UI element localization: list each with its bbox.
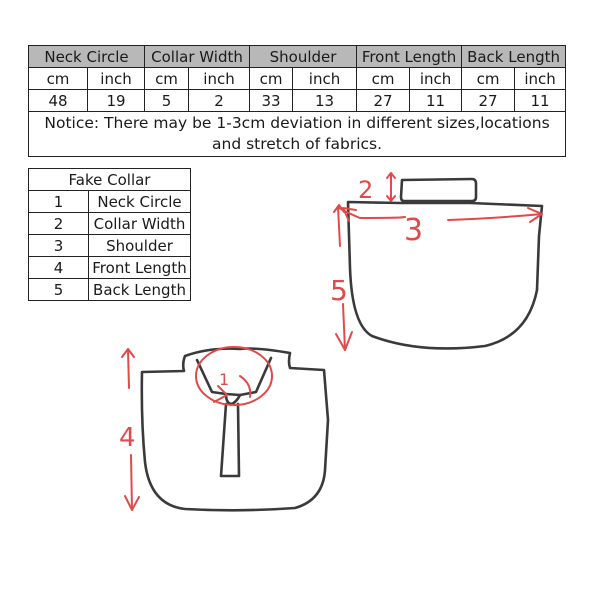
legend-number: 2	[29, 213, 89, 235]
neck-circle-marker	[196, 347, 272, 405]
legend-label: Neck Circle	[89, 191, 191, 213]
value-cell: 33	[250, 90, 293, 112]
unit-cell: inch	[189, 68, 250, 90]
back-collar-sketch	[348, 179, 542, 348]
unit-cell: cm	[357, 68, 410, 90]
unit-cell: inch	[293, 68, 357, 90]
front-collar-sketch	[142, 349, 328, 511]
legend-number: 4	[29, 257, 89, 279]
value-cell: 11	[410, 90, 462, 112]
value-cell: 48	[29, 90, 88, 112]
value-cell: 5	[145, 90, 189, 112]
unit-cell: inch	[88, 68, 145, 90]
collar-width-marker	[358, 173, 395, 204]
shoulder-marker	[339, 208, 542, 248]
legend-label: Shoulder	[89, 235, 191, 257]
value-cell: 2	[189, 90, 250, 112]
header-front-length: Front Length	[357, 46, 462, 68]
neck-circle-label: 1	[219, 370, 230, 389]
legend-number: 3	[29, 235, 89, 257]
front-length-label: 4	[119, 423, 136, 453]
value-cell: 13	[293, 90, 357, 112]
legend-label: Front Length	[89, 257, 191, 279]
unit-cell: cm	[462, 68, 515, 90]
unit-cell: cm	[29, 68, 88, 90]
back-length-label: 5	[330, 274, 348, 307]
legend-label: Collar Width	[89, 213, 191, 235]
header-back-length: Back Length	[462, 46, 566, 68]
notice-text: Notice: There may be 1-3cm deviation in different sizes,locations and stretch of fabrics.	[29, 112, 566, 157]
shoulder-label: 3	[404, 213, 424, 248]
front-length-marker	[119, 349, 139, 510]
unit-cell: cm	[145, 68, 189, 90]
legend-title: Fake Collar	[29, 169, 191, 191]
unit-cell: inch	[410, 68, 462, 90]
unit-cell: inch	[515, 68, 566, 90]
unit-cell: cm	[250, 68, 293, 90]
legend-number: 5	[29, 279, 89, 301]
value-cell: 19	[88, 90, 145, 112]
value-cell: 27	[357, 90, 410, 112]
header-collar-width: Collar Width	[145, 46, 250, 68]
legend-number: 1	[29, 191, 89, 213]
value-cell: 27	[462, 90, 515, 112]
value-cell: 11	[515, 90, 566, 112]
collar-width-label: 2	[358, 176, 374, 204]
header-shoulder: Shoulder	[250, 46, 357, 68]
header-neck-circle: Neck Circle	[29, 46, 145, 68]
legend-label: Back Length	[89, 279, 191, 301]
